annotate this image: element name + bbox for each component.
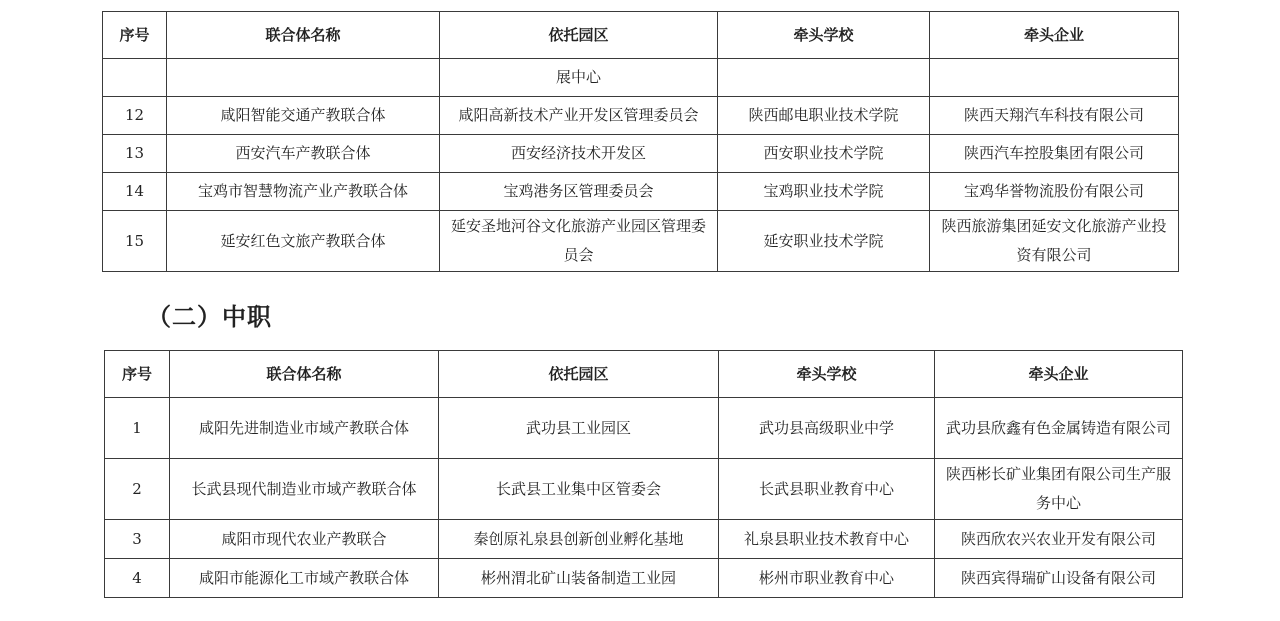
cell-name: 咸阳先进制造业市域产教联合体 [170, 398, 439, 459]
cell-company: 宝鸡华誉物流股份有限公司 [930, 173, 1179, 211]
cell-park: 长武县工业集中区管委会 [439, 459, 719, 520]
cell-park: 秦创原礼泉县创新创业孵化基地 [439, 520, 719, 559]
cell-park: 咸阳高新技术产业开发区管理委员会 [440, 97, 718, 135]
header-school: 牵头学校 [718, 12, 930, 59]
cell-no: 12 [103, 97, 167, 135]
cell-company [930, 59, 1179, 97]
cell-name: 延安红色文旅产教联合体 [167, 211, 440, 272]
cell-park: 宝鸡港务区管理委员会 [440, 173, 718, 211]
cell-school: 武功县高级职业中学 [719, 398, 935, 459]
table-row-continuation [103, 59, 1179, 97]
cell-school: 礼泉县职业技术教育中心 [719, 520, 935, 559]
header-school: 牵头学校 [719, 351, 935, 398]
table-row [105, 559, 1183, 598]
cell-name: 宝鸡市智慧物流产业产教联合体 [167, 173, 440, 211]
header-park: 依托园区 [440, 12, 718, 59]
cell-company: 陕西汽车控股集团有限公司 [930, 135, 1179, 173]
cell-school: 西安职业技术学院 [718, 135, 930, 173]
cell-no: 15 [103, 211, 167, 272]
cell-park: 展中心 [440, 59, 718, 97]
cell-company: 陕西宾得瑞矿山设备有限公司 [935, 559, 1183, 598]
cell-company: 陕西天翔汽车科技有限公司 [930, 97, 1179, 135]
table-row [103, 135, 1179, 173]
cell-name: 咸阳市能源化工市域产教联合体 [170, 559, 439, 598]
table-row [103, 211, 1179, 272]
header-name: 联合体名称 [170, 351, 439, 398]
section-title-secondary-vocational: （二）中职 [147, 303, 272, 331]
table-row [105, 520, 1183, 559]
cell-park: 彬州渭北矿山装备制造工业园 [439, 559, 719, 598]
cell-no: 3 [105, 520, 170, 559]
table-row [103, 173, 1179, 211]
cell-name: 长武县现代制造业市域产教联合体 [170, 459, 439, 520]
cell-name: 咸阳市现代农业产教联合 [170, 520, 439, 559]
cell-company: 陕西彬长矿业集团有限公司生产服务中心 [935, 459, 1183, 520]
table-header-row [103, 12, 1179, 59]
cell-name: 西安汽车产教联合体 [167, 135, 440, 173]
header-name: 联合体名称 [167, 12, 440, 59]
table-row [105, 459, 1183, 520]
header-company: 牵头企业 [935, 351, 1183, 398]
cell-no: 1 [105, 398, 170, 459]
table-header-row [105, 351, 1183, 398]
cell-school: 彬州市职业教育中心 [719, 559, 935, 598]
table-row [103, 97, 1179, 135]
cell-school [718, 59, 930, 97]
cell-park: 西安经济技术开发区 [440, 135, 718, 173]
cell-no: 4 [105, 559, 170, 598]
higher-vocational-table [102, 11, 1179, 272]
header-park: 依托园区 [439, 351, 719, 398]
cell-school: 延安职业技术学院 [718, 211, 930, 272]
cell-school: 长武县职业教育中心 [719, 459, 935, 520]
cell-company: 陕西旅游集团延安文化旅游产业投资有限公司 [930, 211, 1179, 272]
secondary-vocational-table [104, 350, 1183, 598]
cell-school: 宝鸡职业技术学院 [718, 173, 930, 211]
cell-name: 咸阳智能交通产教联合体 [167, 97, 440, 135]
header-company: 牵头企业 [930, 12, 1179, 59]
cell-company: 武功县欣鑫有色金属铸造有限公司 [935, 398, 1183, 459]
cell-park: 延安圣地河谷文化旅游产业园区管理委员会 [440, 211, 718, 272]
cell-no [103, 59, 167, 97]
cell-no: 2 [105, 459, 170, 520]
header-no: 序号 [103, 12, 167, 59]
cell-no: 13 [103, 135, 167, 173]
cell-park: 武功县工业园区 [439, 398, 719, 459]
header-no: 序号 [105, 351, 170, 398]
cell-no: 14 [103, 173, 167, 211]
cell-name [167, 59, 440, 97]
table-row [105, 398, 1183, 459]
cell-company: 陕西欣农兴农业开发有限公司 [935, 520, 1183, 559]
cell-school: 陕西邮电职业技术学院 [718, 97, 930, 135]
